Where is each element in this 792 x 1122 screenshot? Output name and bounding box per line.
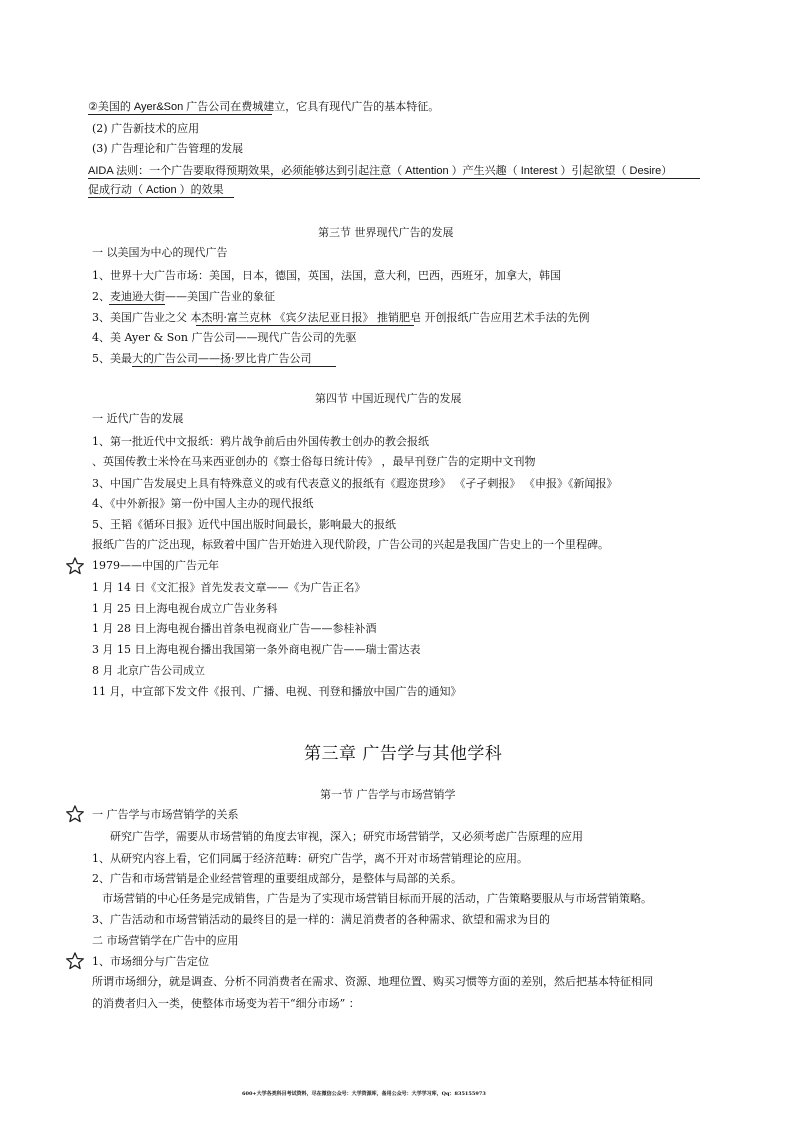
subsection-heading: 1、市场细分与广告定位 xyxy=(92,955,209,968)
list-item: 1、世界十大广告市场：美国，日本，德国，英国，法国，意大利，巴西，西班牙，加拿大，韩国 xyxy=(92,269,561,282)
list-item: 1、第一批近代中文报纸：鸦片战争前后由外国传教士创办的教会报纸 xyxy=(92,435,429,448)
subsection-heading: 一 广告学与市场营销学的关系 xyxy=(92,808,239,821)
event-item: 1 月 28 日上海电视台播出首条电视商业广告——参桂补酒 xyxy=(92,622,377,635)
chapter-title: 第三章 广告学与其他学科 xyxy=(304,744,503,764)
event-item: 3 月 15 日上海电视台播出我国第一条外商电视广告——瑞士雷达表 xyxy=(92,643,421,656)
list-item: 5、美最大的广告公司——扬·罗比肯广告公司 xyxy=(92,352,312,365)
aida-line-2: 促成行动（ Action ）的效果 xyxy=(88,184,224,196)
summary-paragraph: 报纸广告的广泛出现，标致着中国广告开始进入现代阶段，广告公司的兴起是我国广告史上的一个里程碑。 xyxy=(92,538,609,551)
line-ayer-son: ②美国的 Ayer&Son 广告公司在费城建立，它具有现代广告的基本特征。 xyxy=(88,101,440,113)
list-item: 2、广告和市场营销是企业经营管理的重要组成部分，是整体与局部的关系。 xyxy=(92,872,462,885)
intro-paragraph: 研究广告学，需要从市场营销的角度去审视，深入；研究市场营销学，又必须考虑广告原理的应用 xyxy=(110,830,583,843)
line-new-tech: (2) 广告新技术的应用 xyxy=(92,122,200,135)
list-item: 4、《中外新报》第一份中国人主办的现代报纸 xyxy=(92,497,314,510)
list-item: 4、美 Ayer & Son 广告公司——现代广告公司的先驱 xyxy=(92,331,357,344)
section-title: 第三节 世界现代广告的发展 xyxy=(318,226,454,239)
event-item: 1 月 14 日《文汇报》首先发表文章——《为广告正名》 xyxy=(92,581,366,594)
underline xyxy=(88,197,234,198)
section-title: 第一节 广告学与市场营销学 xyxy=(320,788,456,801)
star-icon xyxy=(66,805,84,823)
underline xyxy=(132,366,336,367)
underline xyxy=(196,325,414,326)
aida-line-1: AIDA 法则：一个广告要取得预期效果，必须能够达到引起注意（ Attention ）产生兴趣（ Interest ）引起欲望（ Desire） xyxy=(88,165,673,177)
list-item: 3、广告活动和市场营销活动的最终目的是一样的：满足消费者的各种需求、欲望和需求为目的 xyxy=(92,913,550,926)
section-title: 第四节 中国近现代广告的发展 xyxy=(315,392,462,405)
event-item: 1 月 25 日上海电视台成立广告业务科 xyxy=(92,602,278,615)
list-item: 、英国传教士米怜在马来西亚创办的《察士俗每日统计传》 ，最早刊登广告的定期中文刊物 xyxy=(92,455,536,468)
paragraph: 所谓市场细分，就是调查、分析不同消费者在需求、资源、地理位置、购买习惯等方面的差别，然后把基本特征相同 xyxy=(92,975,653,988)
year-heading: 1979——中国的广告元年 xyxy=(92,559,219,572)
list-item: 2、麦迪逊大街——美国广告业的象征 xyxy=(92,290,275,303)
list-item: 1、从研究内容上看，它们同属于经济范畴：研究广告学，离不开对市场营销理论的应用。 xyxy=(92,852,528,865)
event-item: 8 月 北京广告公司成立 xyxy=(92,664,205,677)
star-icon xyxy=(66,952,84,970)
paragraph: 的消费者归入一类，使整体市场变为若干“细分市场” ： xyxy=(92,997,360,1010)
underline xyxy=(88,178,700,179)
footer-note: 600+大学各类科目考试资料，尽在微信公众号：大学资源库，备用公众号：大学学习库，Qq：835155973 xyxy=(242,1091,486,1097)
line-theory: (3) 广告理论和广告管理的发展 xyxy=(92,142,244,155)
underline xyxy=(109,304,165,305)
subsection-heading: 一 以美国为中心的现代广告 xyxy=(92,246,228,259)
star-icon xyxy=(66,557,84,575)
underline xyxy=(88,114,272,115)
paragraph: 市场营销的中心任务是完成销售，广告是为了实现市场营销目标而开展的活动，广告策略要服从与市场营销策略。 xyxy=(102,892,652,905)
list-item: 3、中国广告发展史上具有特殊意义的或有代表意义的报纸有《遐迩贯珍》 《孑孑剌报》 《申报》《新闻报》 xyxy=(92,477,618,490)
subsection-heading: 二 市场营销学在广告中的应用 xyxy=(92,934,239,947)
list-item: 5、王韬《循环日报》近代中国出版时间最长，影响最大的报纸 xyxy=(92,518,396,531)
event-item: 11 月，中宣部下发文件《报刊、广播、电视、刊登和播放中国广告的通知》 xyxy=(92,685,462,698)
subsection-heading: 一 近代广告的发展 xyxy=(92,412,184,425)
list-item: 3、美国广告业之父 本杰明·富兰克林 《宾夕法尼亚日报》 推销肥皂 开创报纸广告应用艺术手法的先例 xyxy=(92,311,590,324)
